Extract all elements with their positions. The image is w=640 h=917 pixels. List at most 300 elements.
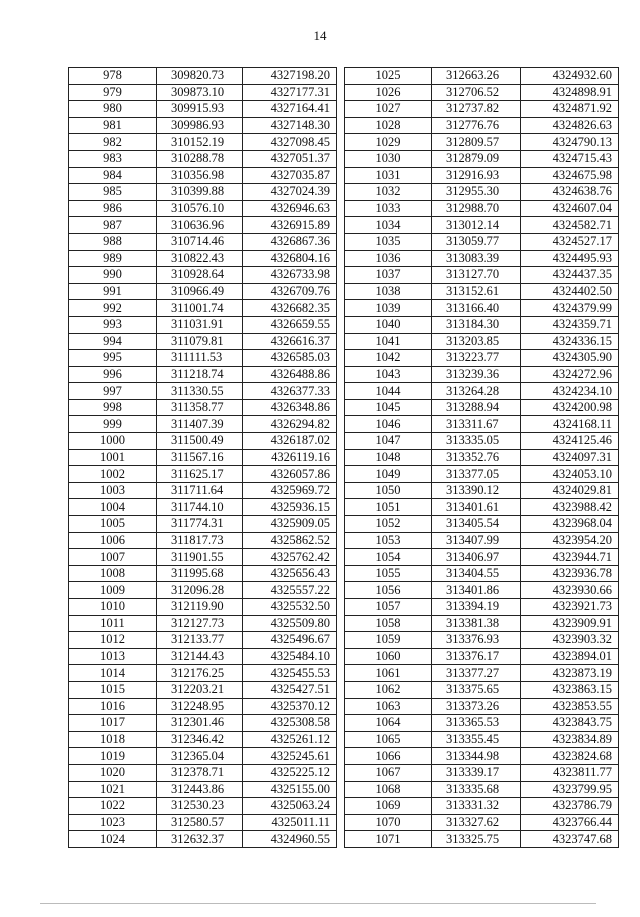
- x-coordinate-cell: 310636.96: [157, 217, 243, 234]
- point-number-cell: 1033: [345, 200, 432, 217]
- x-coordinate-cell: 310288.78: [157, 150, 243, 167]
- point-number-cell: 1005: [69, 516, 157, 533]
- x-coordinate-cell: 311995.68: [157, 565, 243, 582]
- y-coordinate-cell: 4324125.46: [521, 433, 619, 450]
- x-coordinate-cell: 312955.30: [432, 184, 521, 201]
- x-coordinate-cell: 312443.86: [157, 781, 243, 798]
- y-coordinate-cell: 4324790.13: [521, 134, 619, 151]
- y-coordinate-cell: 4325936.15: [243, 499, 337, 516]
- x-coordinate-cell: 312916.93: [432, 167, 521, 184]
- table-row: [69, 134, 337, 151]
- point-number-cell: 1027: [345, 101, 432, 118]
- point-number-cell: 1041: [345, 333, 432, 350]
- x-coordinate-cell: 313377.27: [432, 665, 521, 682]
- point-number-cell: 1058: [345, 615, 432, 632]
- table-row: [69, 84, 337, 101]
- table-row: [345, 233, 619, 250]
- x-coordinate-cell: 313335.05: [432, 433, 521, 450]
- table-row: [345, 764, 619, 781]
- table-row: [345, 798, 619, 815]
- point-number-cell: 981: [69, 117, 157, 134]
- table-row: [345, 632, 619, 649]
- point-number-cell: 1004: [69, 499, 157, 516]
- x-coordinate-cell: 312580.57: [157, 814, 243, 831]
- point-number-cell: 1032: [345, 184, 432, 201]
- point-number-cell: 1012: [69, 632, 157, 649]
- page-number: 14: [313, 28, 327, 43]
- x-coordinate-cell: 311817.73: [157, 532, 243, 549]
- table-row: [345, 84, 619, 101]
- point-number-cell: 984: [69, 167, 157, 184]
- table-row: [345, 184, 619, 201]
- point-number-cell: 1009: [69, 582, 157, 599]
- point-number-cell: 993: [69, 316, 157, 333]
- table-row: [69, 582, 337, 599]
- x-coordinate-cell: 311500.49: [157, 433, 243, 450]
- x-coordinate-cell: 312203.21: [157, 681, 243, 698]
- x-coordinate-cell: 311079.81: [157, 333, 243, 350]
- x-coordinate-cell: 313390.12: [432, 482, 521, 499]
- y-coordinate-cell: 4324607.04: [521, 200, 619, 217]
- y-coordinate-cell: 4324029.81: [521, 482, 619, 499]
- y-coordinate-cell: 4325862.52: [243, 532, 337, 549]
- y-coordinate-cell: 4324336.15: [521, 333, 619, 350]
- table-row: [345, 433, 619, 450]
- table-row: [69, 101, 337, 118]
- point-number-cell: 1045: [345, 399, 432, 416]
- point-number-cell: 1030: [345, 150, 432, 167]
- table-row: [345, 366, 619, 383]
- y-coordinate-cell: 4325245.61: [243, 748, 337, 765]
- x-coordinate-cell: 312119.90: [157, 599, 243, 616]
- y-coordinate-cell: 4325261.12: [243, 731, 337, 748]
- y-coordinate-cell: 4325762.42: [243, 549, 337, 566]
- x-coordinate-cell: 313239.36: [432, 366, 521, 383]
- x-coordinate-cell: 311031.91: [157, 316, 243, 333]
- table-row: [69, 117, 337, 134]
- y-coordinate-cell: 4324932.60: [521, 68, 619, 85]
- y-coordinate-cell: 4324495.93: [521, 250, 619, 267]
- y-coordinate-cell: 4323824.68: [521, 748, 619, 765]
- x-coordinate-cell: 313376.17: [432, 648, 521, 665]
- table-row: [69, 516, 337, 533]
- point-number-cell: 1015: [69, 681, 157, 698]
- x-coordinate-cell: 313406.97: [432, 549, 521, 566]
- x-coordinate-cell: 312776.76: [432, 117, 521, 134]
- point-number-cell: 1029: [345, 134, 432, 151]
- y-coordinate-cell: 4325225.12: [243, 764, 337, 781]
- x-coordinate-cell: 312988.70: [432, 200, 521, 217]
- y-coordinate-cell: 4325155.00: [243, 781, 337, 798]
- y-coordinate-cell: 4326804.16: [243, 250, 337, 267]
- x-coordinate-cell: 310822.43: [157, 250, 243, 267]
- point-number-cell: 1023: [69, 814, 157, 831]
- x-coordinate-cell: 311358.77: [157, 399, 243, 416]
- x-coordinate-cell: 311407.39: [157, 416, 243, 433]
- table-row: [69, 565, 337, 582]
- table-row: [69, 764, 337, 781]
- x-coordinate-cell: 309915.93: [157, 101, 243, 118]
- page-bottom-rule: [40, 903, 596, 904]
- table-row: [69, 615, 337, 632]
- point-number-cell: 1020: [69, 764, 157, 781]
- x-coordinate-cell: 313375.65: [432, 681, 521, 698]
- y-coordinate-cell: 4326377.33: [243, 383, 337, 400]
- x-coordinate-cell: 309986.93: [157, 117, 243, 134]
- x-coordinate-cell: 313152.61: [432, 283, 521, 300]
- table-row: [69, 449, 337, 466]
- point-number-cell: 998: [69, 399, 157, 416]
- y-coordinate-cell: 4323853.55: [521, 698, 619, 715]
- point-number-cell: 992: [69, 300, 157, 317]
- y-coordinate-cell: 4325557.22: [243, 582, 337, 599]
- point-number-cell: 1001: [69, 449, 157, 466]
- x-coordinate-cell: 312706.52: [432, 84, 521, 101]
- point-number-cell: 1010: [69, 599, 157, 616]
- point-number-cell: 1026: [345, 84, 432, 101]
- point-number-cell: 980: [69, 101, 157, 118]
- x-coordinate-cell: 312809.57: [432, 134, 521, 151]
- x-coordinate-cell: 313344.98: [432, 748, 521, 765]
- y-coordinate-cell: 4323903.32: [521, 632, 619, 649]
- y-coordinate-cell: 4327148.30: [243, 117, 337, 134]
- point-number-cell: 1007: [69, 549, 157, 566]
- y-coordinate-cell: 4325308.58: [243, 715, 337, 732]
- y-coordinate-cell: 4325909.05: [243, 516, 337, 533]
- table-row: [69, 267, 337, 284]
- point-number-cell: 1044: [345, 383, 432, 400]
- x-coordinate-cell: 309873.10: [157, 84, 243, 101]
- y-coordinate-cell: 4327164.41: [243, 101, 337, 118]
- table-row: [345, 267, 619, 284]
- table-row: [345, 134, 619, 151]
- table-row: [345, 814, 619, 831]
- table-row: [69, 416, 337, 433]
- x-coordinate-cell: 312378.71: [157, 764, 243, 781]
- x-coordinate-cell: 313376.93: [432, 632, 521, 649]
- point-number-cell: 991: [69, 283, 157, 300]
- point-number-cell: 1013: [69, 648, 157, 665]
- point-number-cell: 1008: [69, 565, 157, 582]
- x-coordinate-cell: 311774.31: [157, 516, 243, 533]
- point-number-cell: 1022: [69, 798, 157, 815]
- table-row: [345, 715, 619, 732]
- y-coordinate-cell: 4324898.91: [521, 84, 619, 101]
- table-row: [69, 482, 337, 499]
- table-row: [69, 399, 337, 416]
- coordinates-table-right-body: [345, 68, 619, 848]
- table-row: [69, 599, 337, 616]
- x-coordinate-cell: 309820.73: [157, 68, 243, 85]
- table-row: [345, 565, 619, 582]
- coordinates-table-right: [344, 67, 619, 848]
- x-coordinate-cell: 310576.10: [157, 200, 243, 217]
- y-coordinate-cell: 4323909.91: [521, 615, 619, 632]
- point-number-cell: 983: [69, 150, 157, 167]
- point-number-cell: 1060: [345, 648, 432, 665]
- point-number-cell: 1067: [345, 764, 432, 781]
- table-row: [69, 831, 337, 848]
- table-row: [345, 250, 619, 267]
- y-coordinate-cell: 4327177.31: [243, 84, 337, 101]
- table-row: [345, 350, 619, 367]
- table-row: [69, 814, 337, 831]
- point-number-cell: 1014: [69, 665, 157, 682]
- y-coordinate-cell: 4323921.73: [521, 599, 619, 616]
- x-coordinate-cell: 310966.49: [157, 283, 243, 300]
- point-number-cell: 987: [69, 217, 157, 234]
- x-coordinate-cell: 313327.62: [432, 814, 521, 831]
- y-coordinate-cell: 4323843.75: [521, 715, 619, 732]
- point-number-cell: 1038: [345, 283, 432, 300]
- x-coordinate-cell: 310152.19: [157, 134, 243, 151]
- y-coordinate-cell: 4325427.51: [243, 681, 337, 698]
- y-coordinate-cell: 4323747.68: [521, 831, 619, 848]
- y-coordinate-cell: 4324871.92: [521, 101, 619, 118]
- table-row: [345, 316, 619, 333]
- y-coordinate-cell: 4327098.45: [243, 134, 337, 151]
- point-number-cell: 1040: [345, 316, 432, 333]
- x-coordinate-cell: 312737.82: [432, 101, 521, 118]
- y-coordinate-cell: 4323944.71: [521, 549, 619, 566]
- point-number-cell: 1048: [345, 449, 432, 466]
- y-coordinate-cell: 4326119.16: [243, 449, 337, 466]
- x-coordinate-cell: 311625.17: [157, 466, 243, 483]
- table-row: [69, 333, 337, 350]
- table-row: [69, 217, 337, 234]
- table-row: [69, 781, 337, 798]
- x-coordinate-cell: 312127.73: [157, 615, 243, 632]
- y-coordinate-cell: 4324527.17: [521, 233, 619, 250]
- y-coordinate-cell: 4324305.90: [521, 350, 619, 367]
- table-row: [69, 366, 337, 383]
- y-coordinate-cell: 4324200.98: [521, 399, 619, 416]
- y-coordinate-cell: 4324168.11: [521, 416, 619, 433]
- y-coordinate-cell: 4324359.71: [521, 316, 619, 333]
- point-number-cell: 1062: [345, 681, 432, 698]
- table-row: [69, 798, 337, 815]
- point-number-cell: 986: [69, 200, 157, 217]
- x-coordinate-cell: 313335.68: [432, 781, 521, 798]
- y-coordinate-cell: 4326057.86: [243, 466, 337, 483]
- point-number-cell: 990: [69, 267, 157, 284]
- table-row: [345, 549, 619, 566]
- table-row: [345, 532, 619, 549]
- point-number-cell: 996: [69, 366, 157, 383]
- point-number-cell: 1055: [345, 565, 432, 582]
- x-coordinate-cell: 312879.09: [432, 150, 521, 167]
- x-coordinate-cell: 313288.94: [432, 399, 521, 416]
- y-coordinate-cell: 4324437.35: [521, 267, 619, 284]
- point-number-cell: 979: [69, 84, 157, 101]
- x-coordinate-cell: 311330.55: [157, 383, 243, 400]
- table-row: [345, 117, 619, 134]
- table-row: [345, 516, 619, 533]
- table-row: [345, 300, 619, 317]
- x-coordinate-cell: 313377.05: [432, 466, 521, 483]
- point-number-cell: 1057: [345, 599, 432, 616]
- x-coordinate-cell: 312248.95: [157, 698, 243, 715]
- y-coordinate-cell: 4324097.31: [521, 449, 619, 466]
- y-coordinate-cell: 4326187.02: [243, 433, 337, 450]
- x-coordinate-cell: 313401.61: [432, 499, 521, 516]
- table-row: [345, 582, 619, 599]
- point-number-cell: 1018: [69, 731, 157, 748]
- point-number-cell: 1034: [345, 217, 432, 234]
- x-coordinate-cell: 313059.77: [432, 233, 521, 250]
- y-coordinate-cell: 4326867.36: [243, 233, 337, 250]
- y-coordinate-cell: 4325496.67: [243, 632, 337, 649]
- point-number-cell: 1065: [345, 731, 432, 748]
- point-number-cell: 1063: [345, 698, 432, 715]
- y-coordinate-cell: 4326946.63: [243, 200, 337, 217]
- point-number-cell: 1036: [345, 250, 432, 267]
- point-number-cell: 1070: [345, 814, 432, 831]
- table-row: [69, 433, 337, 450]
- table-row: [69, 499, 337, 516]
- point-number-cell: 1021: [69, 781, 157, 798]
- y-coordinate-cell: 4326294.82: [243, 416, 337, 433]
- x-coordinate-cell: 313184.30: [432, 316, 521, 333]
- table-row: [69, 383, 337, 400]
- point-number-cell: 978: [69, 68, 157, 85]
- point-number-cell: 994: [69, 333, 157, 350]
- y-coordinate-cell: 4323988.42: [521, 499, 619, 516]
- x-coordinate-cell: 312346.42: [157, 731, 243, 748]
- table-row: [69, 549, 337, 566]
- table-row: [69, 748, 337, 765]
- table-row: [69, 698, 337, 715]
- y-coordinate-cell: 4323936.78: [521, 565, 619, 582]
- x-coordinate-cell: 312365.04: [157, 748, 243, 765]
- point-number-cell: 1053: [345, 532, 432, 549]
- x-coordinate-cell: 313166.40: [432, 300, 521, 317]
- y-coordinate-cell: 4326616.37: [243, 333, 337, 350]
- y-coordinate-cell: 4325484.10: [243, 648, 337, 665]
- point-number-cell: 1017: [69, 715, 157, 732]
- x-coordinate-cell: 313407.99: [432, 532, 521, 549]
- table-row: [345, 781, 619, 798]
- x-coordinate-cell: 311001.74: [157, 300, 243, 317]
- point-number-cell: 1064: [345, 715, 432, 732]
- table-row: [345, 150, 619, 167]
- point-number-cell: 1037: [345, 267, 432, 284]
- y-coordinate-cell: 4326915.89: [243, 217, 337, 234]
- coordinates-table-left-body: [69, 68, 337, 848]
- table-row: [69, 665, 337, 682]
- table-row: [69, 466, 337, 483]
- point-number-cell: 997: [69, 383, 157, 400]
- point-number-cell: 1016: [69, 698, 157, 715]
- y-coordinate-cell: 4323863.15: [521, 681, 619, 698]
- table-row: [345, 615, 619, 632]
- point-number-cell: 1011: [69, 615, 157, 632]
- y-coordinate-cell: 4325370.12: [243, 698, 337, 715]
- point-number-cell: 1066: [345, 748, 432, 765]
- table-row: [345, 217, 619, 234]
- x-coordinate-cell: 313203.85: [432, 333, 521, 350]
- point-number-cell: 1047: [345, 433, 432, 450]
- y-coordinate-cell: 4326709.76: [243, 283, 337, 300]
- x-coordinate-cell: 310399.88: [157, 184, 243, 201]
- point-number-cell: 1071: [345, 831, 432, 848]
- table-row: [345, 283, 619, 300]
- x-coordinate-cell: 310356.98: [157, 167, 243, 184]
- table-row: [69, 648, 337, 665]
- x-coordinate-cell: 311567.16: [157, 449, 243, 466]
- point-number-cell: 985: [69, 184, 157, 201]
- x-coordinate-cell: 312663.26: [432, 68, 521, 85]
- table-row: [69, 184, 337, 201]
- x-coordinate-cell: 313394.19: [432, 599, 521, 616]
- table-row: [345, 200, 619, 217]
- x-coordinate-cell: 313264.28: [432, 383, 521, 400]
- point-number-cell: 1049: [345, 466, 432, 483]
- y-coordinate-cell: 4326585.03: [243, 350, 337, 367]
- table-row: [345, 748, 619, 765]
- table-row: [69, 283, 337, 300]
- y-coordinate-cell: 4325011.11: [243, 814, 337, 831]
- point-number-cell: 988: [69, 233, 157, 250]
- x-coordinate-cell: 310928.64: [157, 267, 243, 284]
- table-row: [345, 499, 619, 516]
- table-row: [69, 632, 337, 649]
- point-number-cell: 995: [69, 350, 157, 367]
- x-coordinate-cell: 313223.77: [432, 350, 521, 367]
- point-number-cell: 1051: [345, 499, 432, 516]
- y-coordinate-cell: 4326733.98: [243, 267, 337, 284]
- y-coordinate-cell: 4324638.76: [521, 184, 619, 201]
- y-coordinate-cell: 4326348.86: [243, 399, 337, 416]
- table-row: [345, 831, 619, 848]
- x-coordinate-cell: 311901.55: [157, 549, 243, 566]
- table-row: [69, 68, 337, 85]
- x-coordinate-cell: 311111.53: [157, 350, 243, 367]
- x-coordinate-cell: 311744.10: [157, 499, 243, 516]
- y-coordinate-cell: 4326488.86: [243, 366, 337, 383]
- table-row: [345, 449, 619, 466]
- y-coordinate-cell: 4327198.20: [243, 68, 337, 85]
- x-coordinate-cell: 313365.53: [432, 715, 521, 732]
- table-row: [69, 300, 337, 317]
- point-number-cell: 1024: [69, 831, 157, 848]
- y-coordinate-cell: 4323954.20: [521, 532, 619, 549]
- table-row: [345, 167, 619, 184]
- y-coordinate-cell: 4323968.04: [521, 516, 619, 533]
- point-number-cell: 1059: [345, 632, 432, 649]
- y-coordinate-cell: 4324715.43: [521, 150, 619, 167]
- y-coordinate-cell: 4324582.71: [521, 217, 619, 234]
- x-coordinate-cell: 313355.45: [432, 731, 521, 748]
- point-number-cell: 1003: [69, 482, 157, 499]
- y-coordinate-cell: 4324826.63: [521, 117, 619, 134]
- y-coordinate-cell: 4323834.89: [521, 731, 619, 748]
- table-row: [345, 466, 619, 483]
- point-number-cell: 1054: [345, 549, 432, 566]
- x-coordinate-cell: 312301.46: [157, 715, 243, 732]
- x-coordinate-cell: 313373.26: [432, 698, 521, 715]
- point-number-cell: 1039: [345, 300, 432, 317]
- x-coordinate-cell: 313325.75: [432, 831, 521, 848]
- y-coordinate-cell: 4323799.95: [521, 781, 619, 798]
- point-number-cell: 989: [69, 250, 157, 267]
- table-row: [345, 416, 619, 433]
- y-coordinate-cell: 4323786.79: [521, 798, 619, 815]
- point-number-cell: 1052: [345, 516, 432, 533]
- table-row: [345, 68, 619, 85]
- point-number-cell: 1031: [345, 167, 432, 184]
- point-number-cell: 1042: [345, 350, 432, 367]
